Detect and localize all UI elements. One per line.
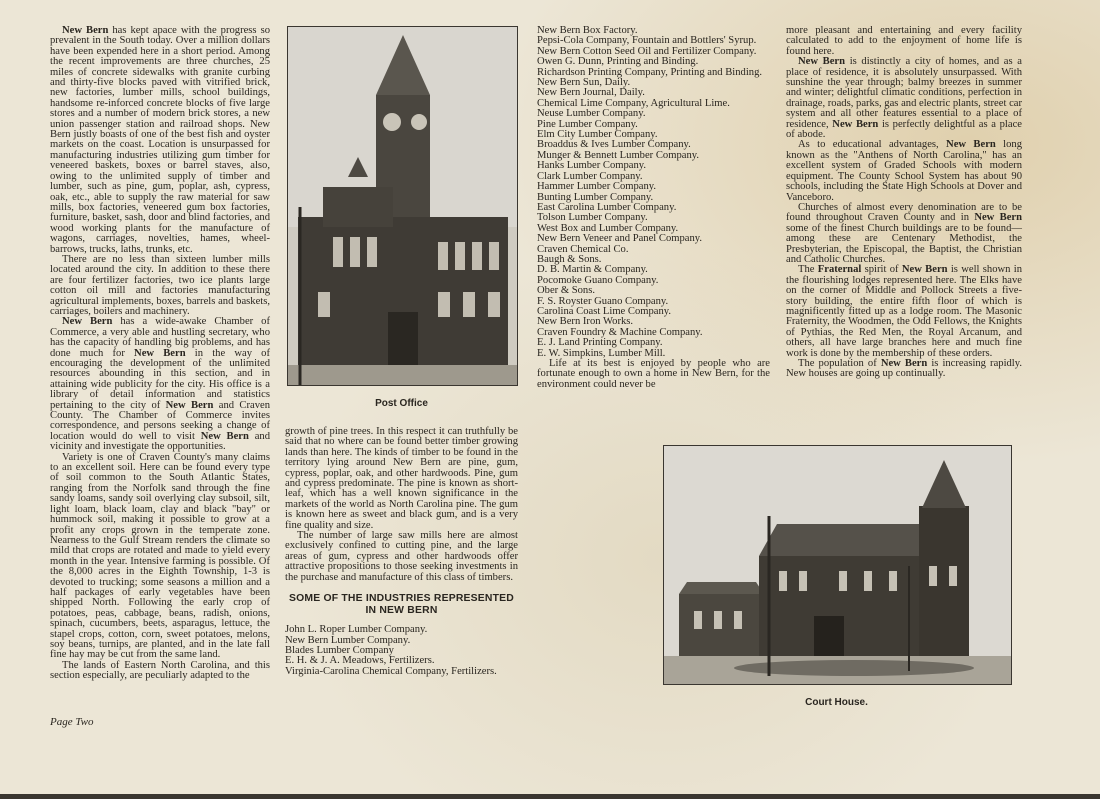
list-item: Broaddus & Ives Lumber Company. bbox=[537, 139, 691, 151]
paragraph-text: The population of bbox=[798, 358, 881, 369]
paragraph bbox=[50, 317, 270, 452]
list-item: Owen G. Dunn, Printing and Binding. bbox=[537, 56, 699, 68]
emphasis: New Bern bbox=[880, 358, 928, 369]
list-item: West Box and Lumber Company. bbox=[537, 222, 679, 234]
industries-heading: SOME OF THE INDUSTRIES REPRESENTED IN NEW BERN bbox=[288, 593, 515, 617]
post-office-photo bbox=[287, 26, 518, 386]
paragraph: The number of large saw mills here are almost exclusively confined to cutting pine, and the large areas of gum, cypress and other hardwoods offer attractive propositions to those seeking investments in the purchase and manufacture of this class of timbers. bbox=[285, 530, 518, 583]
paragraph-text: The bbox=[798, 264, 818, 276]
emphasis: New Bern bbox=[946, 139, 996, 151]
paragraph bbox=[786, 359, 1022, 380]
paragraph: Life at its best is enjoyed by people who are fortunate enough to own a home in New Bern, for the environment could never be bbox=[537, 358, 770, 390]
list-item: New Bern Box Factory. bbox=[537, 25, 638, 36]
emphasis: New Bern bbox=[798, 56, 846, 68]
court-house-caption: Court House. bbox=[805, 697, 868, 708]
paragraph bbox=[786, 57, 1022, 140]
list-item: Pine Lumber Company. bbox=[537, 118, 638, 130]
page-edge bbox=[0, 794, 1100, 799]
list-item: John L. Roper Lumber Company. bbox=[285, 624, 428, 636]
list-item: Elm City Lumber Company. bbox=[537, 129, 658, 141]
list-item: New Bern Iron Works. bbox=[537, 316, 634, 328]
paragraph: There are no less than sixteen lumber mills located around the city. In addition to these there are four fertilizer factories, two ice plants large cotton oil mill and factories manufacturing agricultural implements, boxes, barrels and baskets, carriages, boilers and machinery. bbox=[50, 253, 270, 317]
list-item: Clark Lumber Company. bbox=[537, 170, 643, 182]
paragraph bbox=[50, 26, 270, 255]
paragraph-text: long known as the "Anthens of North Carolina," has an excellent system of Graded Schools with modern equipment. The County School System has about 90 schools, including the State High Schools at Dover and Vanceboro. bbox=[786, 139, 1023, 203]
list-item: F. S. Royster Guano Company. bbox=[537, 295, 669, 307]
list-item: D. B. Martin & Company. bbox=[537, 264, 648, 276]
paragraph-text: in the way of encouraging the development of the unlimited resources abounding in this section, and in attaining wide publicity for the city. His office is a library of detail information and statistics pertaining to the city of bbox=[50, 347, 271, 411]
paragraph-text: and Craven County. The Chamber of Commerce invites correspondence, and persons seeking a change of location would do well to visit bbox=[50, 399, 271, 442]
paragraph bbox=[786, 265, 1022, 359]
text-column-4 bbox=[786, 26, 1022, 380]
list-item: Virginia-Carolina Chemical Company, Fertilizers. bbox=[285, 665, 497, 677]
emphasis: New Bern bbox=[62, 25, 109, 36]
list-item: New Bern Sun, Daily. bbox=[537, 77, 631, 89]
list-item: Ober & Sons. bbox=[537, 285, 595, 297]
text-column-2 bbox=[285, 427, 518, 677]
list-item: Carolina Coast Lime Company. bbox=[537, 305, 672, 317]
paragraph: more pleasant and entertaining and every facility calculated to add to the enjoyment of home life is found here. bbox=[786, 25, 1022, 57]
paragraph-text: has kept apace with the progress so prevalent in the South today. Over a million dollars have been expended here in a short period. Among the recent improvements are three churches, 25 miles of concrete sidewalks with granite curbing and thirty-five blocks paved with vitrified brick, new factories, lumber mills, school buildings, handsome re-inforced concrete blocks of five large stores and a number of modern brick stores, a new union passenger station and railroad shops. New Bern justly boasts of one of the best fish and oyster markets on the coast. Location is unsurpassed for manufacturing industries utilizing gum timber for veneered baskets, boxes or barrel staves, also, owing to the unlimited supply of timber and lumber, such as pine, gum, poplar, ash, cypress, oak, etc., able to supply the raw material for saw mills, box factories, veneered gum box factories, furniture, basket, sash, door and blind factories, and wood working plants for the manufacture of wagons, carriages, novelties, hames, wheel-barrows, trucks, laths, trunks, etc. bbox=[50, 25, 270, 255]
paragraph-text: spirit of bbox=[861, 264, 902, 276]
list-item: East Carolina Lumber Company. bbox=[537, 201, 677, 213]
paragraph-text: has a wide-awake Chamber of Commerce, a very able and hustling secretary, who has the capacity of handling big problems, and has done much for bbox=[50, 316, 271, 359]
list-item: E. H. & J. A. Meadows, Fertilizers. bbox=[285, 655, 435, 667]
list-item: Pepsi-Cola Company, Fountain and Bottlers' Syrup. bbox=[537, 35, 757, 47]
text-column-1 bbox=[50, 26, 270, 682]
emphasis: New Bern bbox=[901, 264, 948, 276]
paragraph-text: is well shown in the flourishing lodges represented here. The Elks have on the corner of Middle and Pollock Streets a five-story building, the entire fifth floor of which is magnificently fitted up as a lodge room. The Masonic Fraternity, the Woodmen, the Odd Fellows, the Knights of Pythias, the Red Men, the Royal Arcanum, and others, all have large branches here and much fine work is done by the membership of these orders. bbox=[786, 264, 1022, 359]
list-item: Bunting Lumber Company. bbox=[537, 191, 654, 203]
emphasis: Fraternal bbox=[817, 264, 862, 276]
list-item: Craven Chemical Co. bbox=[537, 243, 629, 255]
court-house-photo bbox=[663, 445, 1012, 685]
paragraph-text: is perfectly delightful as a place of abode. bbox=[786, 118, 1022, 141]
paragraph: The lands of Eastern North Carolina, and this section especially, are peculiarly adapted to the bbox=[50, 659, 270, 682]
emphasis: New Bern bbox=[165, 399, 214, 411]
list-item: New Bern Cotton Seed Oil and Fertilizer Company. bbox=[537, 45, 757, 57]
page-number: Page Two bbox=[50, 716, 94, 728]
paragraph-text: is distinctly a city of homes, and as a place of residence, it is absolutely unsurpassed. With sunshine the year through; balmy breezes in summer and winter; delightful climatic conditions, perfection in drainage, roads, parks, gas and electric plants, street car system and all other features essential to a place of residence, bbox=[786, 56, 1022, 130]
list-item: Tolson Lumber Company. bbox=[537, 212, 648, 224]
paragraph: growth of pine trees. In this respect it can truthfully be said that no where can be found better timber growing lands than here. The kinds of timber to be found in the territory lying around New Bern are pine, gum, cypress, poplar, oak, and other hardwoods. Pine, gum and cypress predominate. The pine is known as short-leaf, which has a well known significance in the markets of the world as North Carolina pine. The gum is known here as sweet and black gum, and is a very fine quality and size. bbox=[285, 426, 518, 531]
paragraph: Variety is one of Craven County's many claims to an excellent soil. Here can be found every type of soil common to the South Atlantic States, ranging from the Norfolk sand through the fine sandy loams, sandy soil overlying clay subsoil, silt, light loam, black loam, clay and black "bay" or hummock soil, making it possible to grow at a profit any crops grown in the temperate zone. Nearness to the Gulf Stream renders the climate so mild that crops are rotated and made to yield every month in the year. Intensive farming is possible. Of the 8,000 acres in the Eighth Township, 1-3 is devoted to trucking; some seasons a million and a half packages of early vegetables have been shipped North. Following the early crop of potatoes, peas, cabbage, beans, radish, onions, spinach, cucumbers, beets, asparagus, lettuce, the stapel crops, cotton, corn, sweet potatoes, melons, soy beans, turnips, are planted, and in the late fall fine hay may be cut from the same land. bbox=[50, 451, 270, 661]
list-item: Richardson Printing Company, Printing and Binding. bbox=[537, 66, 763, 78]
list-item: New Bern Journal, Daily. bbox=[537, 87, 645, 99]
paragraph-text: is increasing rapidly. New houses are going up continually. bbox=[786, 358, 1023, 380]
list-item: Chemical Lime Company, Agricultural Lime. bbox=[537, 97, 730, 109]
list-item: Neuse Lumber Company. bbox=[537, 108, 646, 120]
paragraph-text: As to educational advantages, bbox=[798, 139, 947, 151]
list-item: New Bern Lumber Company. bbox=[285, 634, 411, 646]
paragraph bbox=[786, 140, 1022, 202]
industries-list-continued bbox=[537, 26, 770, 359]
list-item: Blades Lumber Company bbox=[285, 644, 394, 656]
emphasis: New Bern bbox=[134, 347, 186, 359]
paragraph-text: and vicinity and investigate the opportunities. bbox=[50, 430, 271, 453]
paragraph bbox=[786, 203, 1022, 265]
list-item: Munger & Bennett Lumber Company. bbox=[537, 149, 700, 161]
emphasis: New Bern bbox=[832, 118, 879, 130]
list-item: Baugh & Sons. bbox=[537, 253, 602, 265]
list-item: Pocomoke Guano Company. bbox=[537, 274, 659, 286]
list-item: Hammer Lumber Company. bbox=[537, 181, 657, 193]
text-column-3 bbox=[537, 26, 770, 390]
list-item: E. W. Simpkins, Lumber Mill. bbox=[537, 347, 666, 359]
post-office-caption: Post Office bbox=[375, 398, 428, 409]
emphasis: New Bern bbox=[974, 212, 1022, 224]
emphasis: New Bern bbox=[62, 316, 113, 328]
paragraph-text: Churches of almost every denomination are to be found throughout Craven County and in bbox=[786, 201, 1022, 224]
list-item: E. J. Land Printing Company. bbox=[537, 337, 663, 349]
list-item: New Bern Veneer and Panel Company. bbox=[537, 233, 703, 245]
emphasis: New Bern bbox=[200, 430, 249, 442]
paragraph-text: some of the finest Church buildings are to be found—among these are Centenary Methodist, the Presbyterian, the Episcopal, the Baptist, the Christian and Catholic Churches. bbox=[786, 222, 1022, 265]
industries-list bbox=[285, 625, 518, 677]
list-item: Hanks Lumber Company. bbox=[537, 160, 647, 172]
list-item: Craven Foundry & Machine Company. bbox=[537, 326, 703, 338]
